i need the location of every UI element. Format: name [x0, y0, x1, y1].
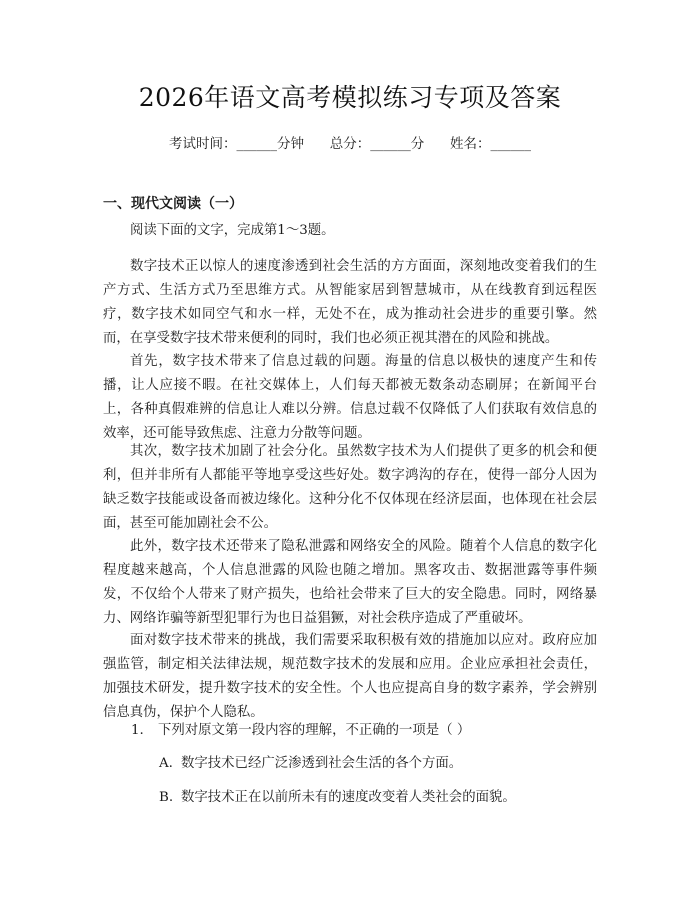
- passage-paragraph-1: 数字技术正以惊人的速度渗透到社会生活的方方面面，深刻地改变着我们的生产方式、生活方式乃至思维方式。从智能家居到智慧城市，从在线教育到远程医疗，数字技术如同空气和水一样，无处不在，成为推动社会进步的重要引擎。然而，在享受数字技术带来便利的同时，我们也必须正视其潜在的风险和挑战。: [103, 259, 597, 346]
- reading-instruction: 阅读下面的文字，完成第1～3题。: [130, 223, 335, 238]
- option-text: 数字技术正在以前所未有的速度改变着人类社会的面貌。: [181, 790, 516, 805]
- passage-paragraph-2: 首先，数字技术带来了信息过载的问题。海量的信息以极快的速度产生和传播，让人应接不暇。在社交媒体上，人们每天都被无数条动态刷屏；在新闻平台上，各种真假难辨的信息让人难以分辨。信息过载不仅降低了人们获取有效信息的效率，还可能导致焦虑、注意力分散等问题。: [103, 354, 597, 441]
- passage-paragraph-5: 面对数字技术带来的挑战，我们需要采取积极有效的措施加以应对。政府应加强监管，制定相关法律法规，规范数字技术的发展和应用。企业应承担社会责任，加强技术研发，提升数字技术的安全性。个人也应提高自身的数字素养，学会辨别信息真伪，保护个人隐私。: [103, 633, 597, 720]
- question-stem: 下列对原文第一段内容的理解，不正确的一项是（ ）: [158, 723, 471, 738]
- passage-paragraph-3: 其次，数字技术加剧了社会分化。虽然数字技术为人们提供了更多的机会和便利，但并非所有人都能平等地享受这些好处。数字鸿沟的存在，使得一部分人因为缺乏数字技能或设备而被边缘化。这种分化不仅体现在经济层面，也体现在社会层面，甚至可能加剧社会不公。: [103, 444, 597, 531]
- option-b: [159, 786, 516, 810]
- question-1: [131, 719, 470, 743]
- document-title: 2026年语文高考模拟练习专项及答案: [138, 83, 562, 112]
- option-letter: A.: [159, 756, 173, 771]
- option-a: [159, 752, 462, 776]
- exam-info-line: 考试时间：______分钟 总分：______分 姓名：______: [169, 136, 531, 152]
- passage-paragraph-4: 此外，数字技术还带来了隐私泄露和网络安全的风险。随着个人信息的数字化程度越来越高，个人信息泄露的风险也随之增加。黑客攻击、数据泄露等事件频发，不仅给个人带来了财产损失，也给社会带来了巨大的安全隐患。同时，网络暴力、网络诈骗等新型犯罪行为也日益猖獗，对社会秩序造成了严重破坏。: [103, 539, 597, 626]
- option-letter: B.: [159, 790, 174, 805]
- option-text: 数字技术已经广泛渗透到社会生活的各个方面。: [181, 756, 463, 771]
- question-number: 1.: [131, 723, 144, 738]
- section-heading: 一、现代文阅读（一）: [103, 196, 243, 212]
